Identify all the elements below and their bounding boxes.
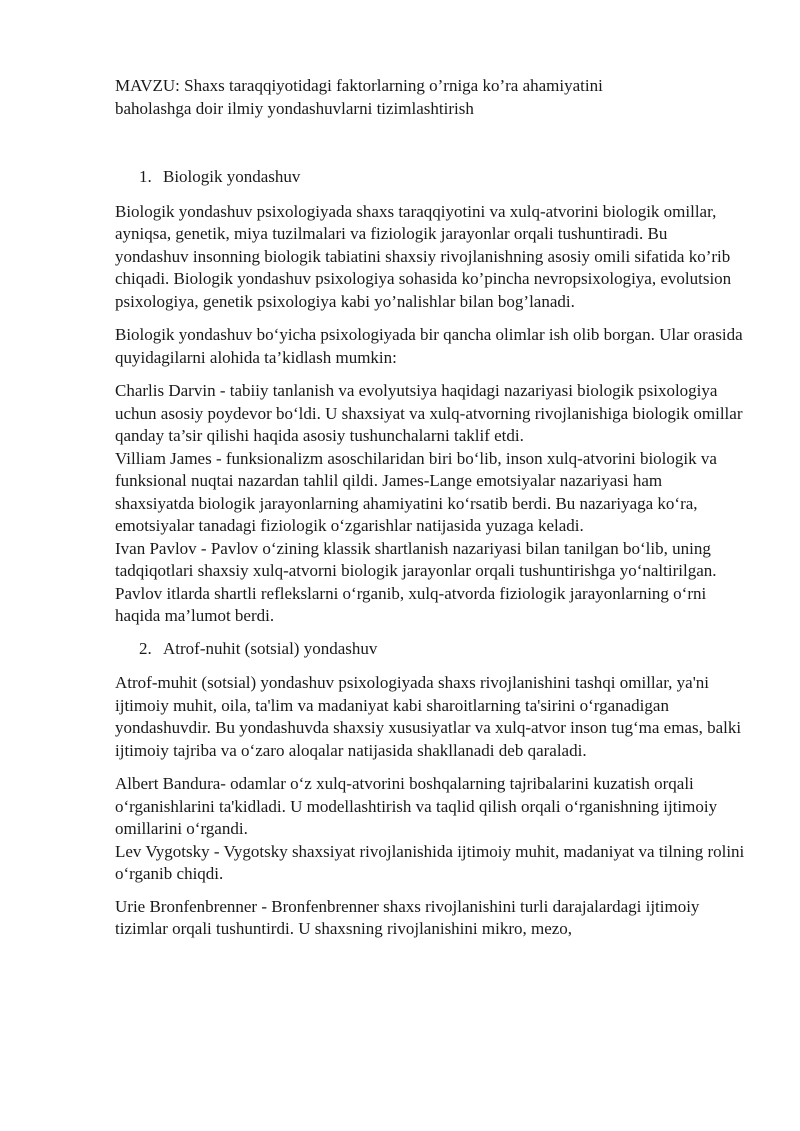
- section-1-scientists: [115, 380, 745, 628]
- scientist-vygotsky: Lev Vygotsky - Vygotsky shaxsiyat rivojlanishida ijtimoiy muhit, madaniyat va tilning rolini o‘rganib chiqdi.: [115, 841, 745, 883]
- document-title: [115, 75, 745, 120]
- title-line-1: MAVZU: Shaxs taraqqiyotidagi faktorlarning o’rniga ko’ra ahamiyatini: [115, 76, 603, 95]
- title-line-2: baholashga doir ilmiy yondashuvlarni tizimlashtirish: [115, 98, 474, 118]
- scientist-bronfenbrenner: Urie Bronfenbrenner - Bronfenbrenner shaxs rivojlanishini turli darajalardagi ijtimoiy tizimlar orqali tushuntirdi. U shaxsning rivojlanishini mikro, mezo,: [115, 896, 700, 938]
- section-2-number: 2.: [139, 638, 152, 658]
- section-2-scientists-a: [115, 773, 745, 886]
- section-1-paragraph-2: Biologik yondashuv bo‘yicha psixologiyada bir qancha olimlar ish olib borgan. Ular orasida quyidagilarni alohida ta’kidlash mumkin:: [115, 325, 743, 367]
- section-1-paragraph-1: Biologik yondashuv psixologiyada shaxs taraqqiyotini va xulq-atvorini biologik omillar, ayniqsa, genetik, miya tuzilmalari va fiziologik jarayonlar orqali tushuntiradi. Bu yondashuv insonning biologik tabiatini shaxsiy rivojlanishning asosiy omili sifatida ko’rib chiqadi. Biologik yondashuv psixologiya sohasida ko’pincha nevropsixologiya, evolutsion psixologiya, genetik psixologiya kabi yo’nalishlar bilan bog’lanadi.: [115, 201, 732, 311]
- document-body: [115, 75, 745, 952]
- section-1-title: Biologik yondashuv: [163, 167, 301, 186]
- scientist-bandura: Albert Bandura- odamlar o‘z xulq-atvorini boshqalarning tajribalarini kuzatish orqali o‘rganishlarini ta'kidladi. U modellashtirish va taqlid qilish orqali o‘rganishning ijtimoiy omillarini o‘rgandi.: [115, 774, 718, 838]
- section-1-heading: [115, 166, 745, 189]
- section-2-title: Atrof-nuhit (sotsial) yondashuv: [163, 638, 378, 658]
- scientist-pavlov: Ivan Pavlov - Pavlov o‘zining klassik shartlanish nazariyasi bilan tanilgan bo‘lib, uning tadqiqotlari shaxsiy xulq-atvorni biologik jarayonlar orqali tushuntirishga yo‘naltirilgan. Pavlov itlarda shartli reflekslarni o‘rganib, xulq-atvorda fiziologik jarayonlarning o‘rni haqida ma’lumot berdi.: [115, 538, 717, 625]
- title-spacer: [115, 120, 745, 166]
- section-1-number: 1.: [139, 167, 152, 186]
- scientist-james: Villiam James - funksionalizm asoschilaridan biri bo‘lib, inson xulq-atvorini biologik va funksional nuqtai nazardan tahlil qildi. James-Lange emotsiyalar nazariyasi ham shaxsiyatda biologik jarayonlarning ahamiyatini ko‘rsatib berdi. Bu nazariyaga ko‘ra, emotsiyalar tanadagi fiziologik o‘zgarishlar natijasida yuzaga keladi.: [115, 448, 717, 535]
- section-2-heading: [115, 638, 745, 661]
- section-2-paragraph-1: Atrof-muhit (sotsial) yondashuv psixologiyada shaxs rivojlanishini tashqi omillar, ya'ni ijtimoiy muhit, oila, ta'lim va madaniyat kabi sharoitlarning ta'sirini o‘rganadigan yondashuvdir. Bu yondashuvda shaxsiy xususiyatlar va xulq-atvor inson tug‘ma emas, balki ijtimoiy tajriba va o‘zaro aloqalar natijasida shakllanadi deb qaraladi.: [115, 673, 742, 760]
- scientist-darwin: Charlis Darvin - tabiiy tanlanish va evolyutsiya haqidagi nazariyasi biologik psixologiya uchun asosiy poydevor bo‘ldi. U shaxsiyat va xulq-atvorning rivojlanishiga biologik omillar qanday ta’sir qilishi haqida asosiy tushunchalarni taklif etdi.: [115, 381, 743, 445]
